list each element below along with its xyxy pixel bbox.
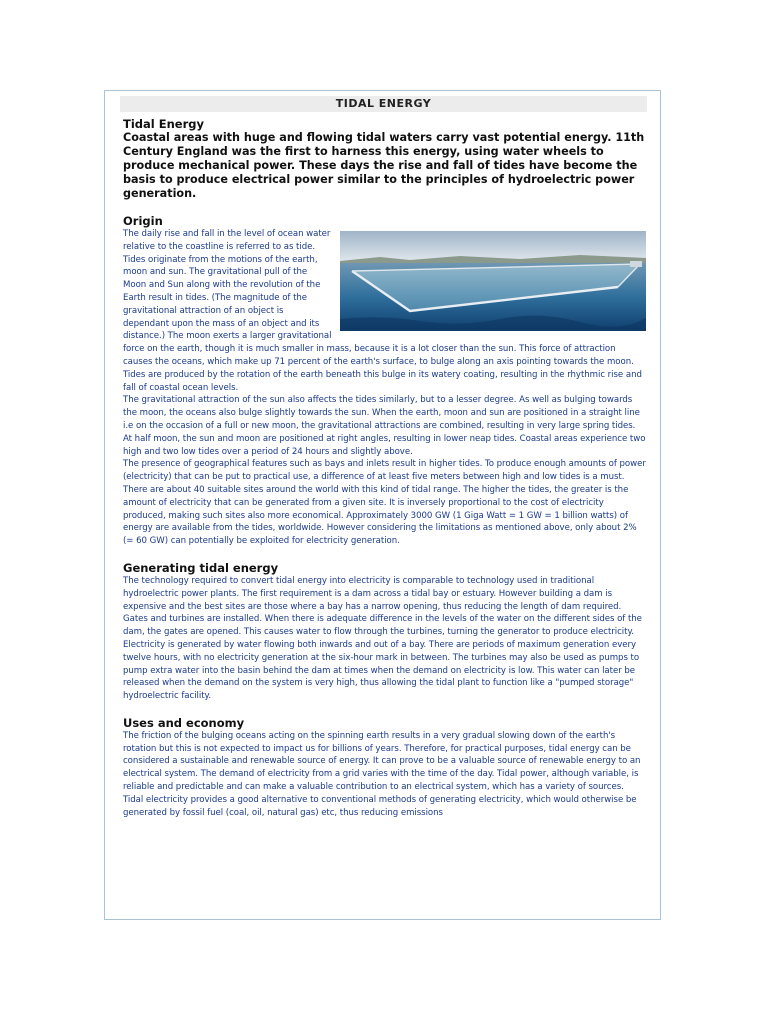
- generating-heading: Generating tidal energy: [123, 560, 279, 575]
- intro-text: Coastal areas with huge and flowing tidal waters carry vast potential energy. 11th Century England was the first to harness this energy, using water wheels to produce mechanical power. These days the rise and fall of tides have become the basis to produce electrical power similar to the principles of hydroelectric power generation.: [123, 131, 645, 200]
- generating-paragraph-2: Electricity is generated by water flowing both inwards and out of a bay. There are periods of maximum generation every twelve hours, with no electricity generation at the six-hour mark in between. The turbines may also be used as pumps to pump extra water into the basin behind the dam at times when the demand on electricity is low. This water can later be released when the demand on the system is very high, thus allowing the tidal plant to function like a "pumped storage" hydroelectric facility.: [123, 639, 640, 702]
- origin-paragraph-2: The gravitational attraction of the sun also affects the tides similarly, but to a lesser degree. As well as bulging towards the moon, the oceans also bulge slightly towards the sun. When the earth, moon and sun are positioned in a straight line i.e on the occasion of a full or new moon, the gravitational attractions are combined, resulting in very large spring tides. At half moon, the sun and moon are positioned at right angles, resulting in lower neap tides. Coastal areas experience two high and two low tides over a period of 24 hours and slightly above.: [123, 395, 646, 457]
- generating-paragraph-1: The technology required to convert tidal energy into electricity is comparable to technology used in traditional hydroelectric power plants. The first requirement is a dam across a tidal bay or estuary. However building a dam is expensive and the best sites are those where a bay has a narrow opening, thus reducing the length of dam required. Gates and turbines are installed. When there is adequate difference in the levels of the water on the different sides of the dam, the gates are opened. This causes water to flow through the turbines, turning the generator to produce electricity.: [123, 575, 642, 638]
- article-body: [105, 117, 660, 819]
- origin-paragraph-1: The daily rise and fall in the level of ocean water relative to the coastline is referred to as tide. Tides originate from the motions of the earth, moon and sun. The gravitational pull of the Moon and Sun along with the revolution of the Earth result in tides. (The magnitude of the gravitational attraction of an object is dependant upon the mass of an object and its distance.) The moon exerts a larger gravitational force on the earth, though it is much smaller in mass, because it is a lot closer than the sun. This force of attraction causes the oceans, which make up 71 percent of the earth's surface, to bulge along an axis pointing towards the moon. Tides are produced by the rotation of the earth beneath this bulge in its watery coating, resulting in the rhythmic rise and fall of coastal ocean levels.: [123, 229, 642, 393]
- page-title: TIDAL ENERGY: [120, 96, 647, 112]
- origin-heading: Origin: [123, 214, 163, 228]
- intro-heading: Tidal Energy: [123, 117, 204, 131]
- uses-paragraph-1: The friction of the bulging oceans acting on the spinning earth results in a very gradual slowing down of the earth's rotation but this is not expected to impact us for billions of years. Therefore, for practical purposes, tidal energy can be considered a sustainable and renewable source of energy. It can prove to be a valuable source of renewable energy to an electrical system. The demand of electricity from a grid varies with the time of the day. Tidal power, although variable, is reliable and predictable and can make a valuable contribution to an electrical system, which has a variety of sources. Tidal electricity provides a good alternative to conventional methods of generating electricity, which would otherwise be generated by fossil fuel (coal, oil, natural gas) etc, thus reducing emissions: [123, 730, 641, 818]
- tidal-barrage-photo: [340, 231, 646, 331]
- document-page: [104, 90, 661, 920]
- origin-paragraph-3: The presence of geographical features such as bays and inlets result in higher tides. To produce enough amounts of power (electricity) that can be put to practical use, a difference of at least five meters between high and low tides is a must. There are about 40 suitable sites around the world with this kind of tidal range. The higher the tides, the greater is the amount of electricity that can be generated from a given site. It is inversely proportional to the cost of electricity produced, making such sites also more economical. Approximately 3000 GW (1 Giga Watt = 1 GW = 1 billion watts) of energy are available from the tides, worldwide. However considering the limitations as mentioned above, only about 2% (= 60 GW) can potentially be exploited for electricity generation.: [123, 459, 646, 547]
- uses-heading: Uses and economy: [123, 715, 245, 730]
